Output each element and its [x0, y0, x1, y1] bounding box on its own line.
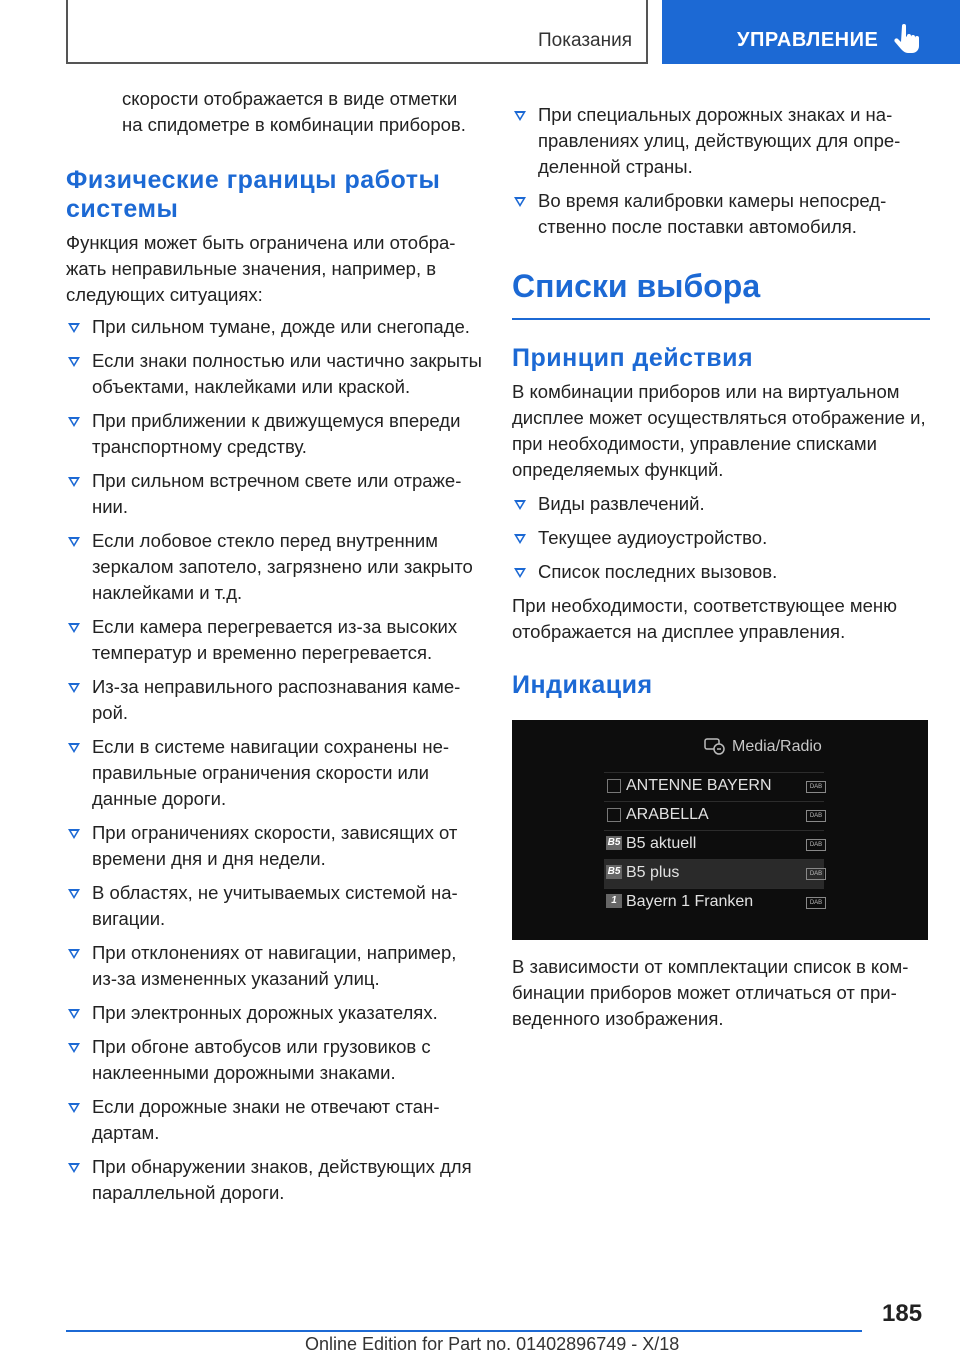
principle-text: В комбинации приборов или на виртуальном дисплее может осуществляться отображение и, при необходимости, управление списками определяемых функций. [512, 381, 926, 480]
media-radio-icon [704, 736, 726, 756]
section-heading-selection-lists: Списки выбора [512, 268, 761, 304]
list-item: При приближении к движущемуся впереди транспортному средству. [66, 408, 486, 460]
station-placeholder-icon [607, 779, 621, 793]
dab-badge: DAB [806, 810, 826, 822]
dab-badge: DAB [806, 868, 826, 880]
header-chapter-tab [662, 0, 960, 64]
station-logo-icon: B5 [607, 866, 621, 877]
list-item: Если знаки полностью или частично закрыты объектами, наклейками или краской. [66, 348, 486, 400]
list-item: При обгоне автобусов или грузовиков с наклеенными дорожными знаками. [66, 1034, 486, 1086]
limits-list [66, 314, 486, 1206]
page-number: 185 [882, 1300, 923, 1327]
media-radio-screen-image [512, 720, 928, 940]
list-item: Если в системе навигации сохранены неправильные ограничения скорости или данные дороги. [66, 734, 486, 812]
header-chapter-label: УПРАВЛЕНИЕ [737, 29, 879, 51]
hand-pointer-icon [894, 24, 920, 54]
list-item: При отклонениях от навигации, например, из-за измененных указаний улиц. [66, 940, 486, 992]
section-heading-selection-lists-wrap [512, 266, 930, 320]
station-logo-icon: B5 [607, 837, 621, 848]
list-item: При специальных дорожных знаках и направлениях улиц, действующих для определенной страны. [512, 102, 930, 180]
dab-badge: DAB [806, 839, 826, 851]
subheading-display: Индикация [512, 671, 653, 699]
header-section-tab [66, 0, 648, 64]
image-caption: В зависимости от комплектации список в комбинации приборов может отличаться от приведенного изображения. [512, 956, 909, 1029]
list-item: Если дорожные знаки не отвечают стандартам. [66, 1094, 486, 1146]
limits-intro: Функция может быть ограничена или отображать неправильные значения, например, в следующих ситуациях: [66, 232, 456, 305]
station-row [604, 772, 824, 801]
list-item: Если камера перегревается из-за высоких температур и временно перегревается. [66, 614, 486, 666]
list-item: При электронных дорожных указателях. [66, 1000, 486, 1026]
footer-edition: Online Edition for Part no. 01402896749 - X/18 [305, 1334, 680, 1354]
left-column [66, 86, 486, 1206]
list-item: При ограничениях скорости, зависящих от времени дня и дня недели. [66, 820, 486, 872]
station-logo-icon: 1 [606, 894, 622, 908]
subheading-principle: Принцип действия [512, 344, 754, 372]
header-section-label: Показания [538, 30, 632, 51]
principle-list [512, 491, 930, 585]
section-heading-limits: Физические границы работы системы [66, 166, 441, 223]
list-item: При сильном встречном свете или отражении. [66, 468, 486, 520]
list-item: Из-за неправильного распознавания камерой. [66, 674, 486, 726]
list-item: При сильном тумане, дожде или снегопаде. [66, 314, 486, 340]
list-item: При обнаружении знаков, действующих для параллельной дороги. [66, 1154, 486, 1206]
station-name: B5 aktuell [626, 835, 697, 852]
footer-divider [66, 1330, 862, 1332]
station-placeholder-icon [607, 808, 621, 822]
station-name: ARABELLA [626, 806, 709, 823]
station-row [604, 830, 824, 859]
dab-badge: DAB [806, 897, 826, 909]
station-row [604, 801, 824, 830]
continuation-line-2: на спидометре в комбинации приборов. [122, 114, 466, 135]
principle-after: При необходимости, соответствующее меню отображается на дисплее управления. [512, 595, 897, 642]
list-item: Текущее аудиоустройство. [512, 525, 930, 551]
limits-list-continued [512, 102, 930, 240]
station-name: B5 plus [626, 864, 680, 881]
continuation-line-1: скорости отображается в виде отметки [122, 88, 458, 109]
list-item: Список последних вызовов. [512, 559, 930, 585]
right-column [512, 102, 930, 1032]
station-name: Bayern 1 Franken [626, 893, 754, 910]
screen-title: Media/Radio [732, 738, 822, 755]
list-item: Во время калибровки камеры непосредственно после поставки автомобиля. [512, 188, 930, 240]
station-name: ANTENNE BAYERN [626, 777, 772, 794]
list-item: Если лобовое стекло перед внутренним зеркалом запотело, загрязнено или закрыто наклейками и т.д. [66, 528, 486, 606]
station-row-selected [604, 859, 824, 888]
list-item: Виды развлечений. [512, 491, 930, 517]
list-item: В областях, не учитываемых системой навигации. [66, 880, 486, 932]
station-row [604, 888, 824, 917]
dab-badge: DAB [806, 781, 826, 793]
